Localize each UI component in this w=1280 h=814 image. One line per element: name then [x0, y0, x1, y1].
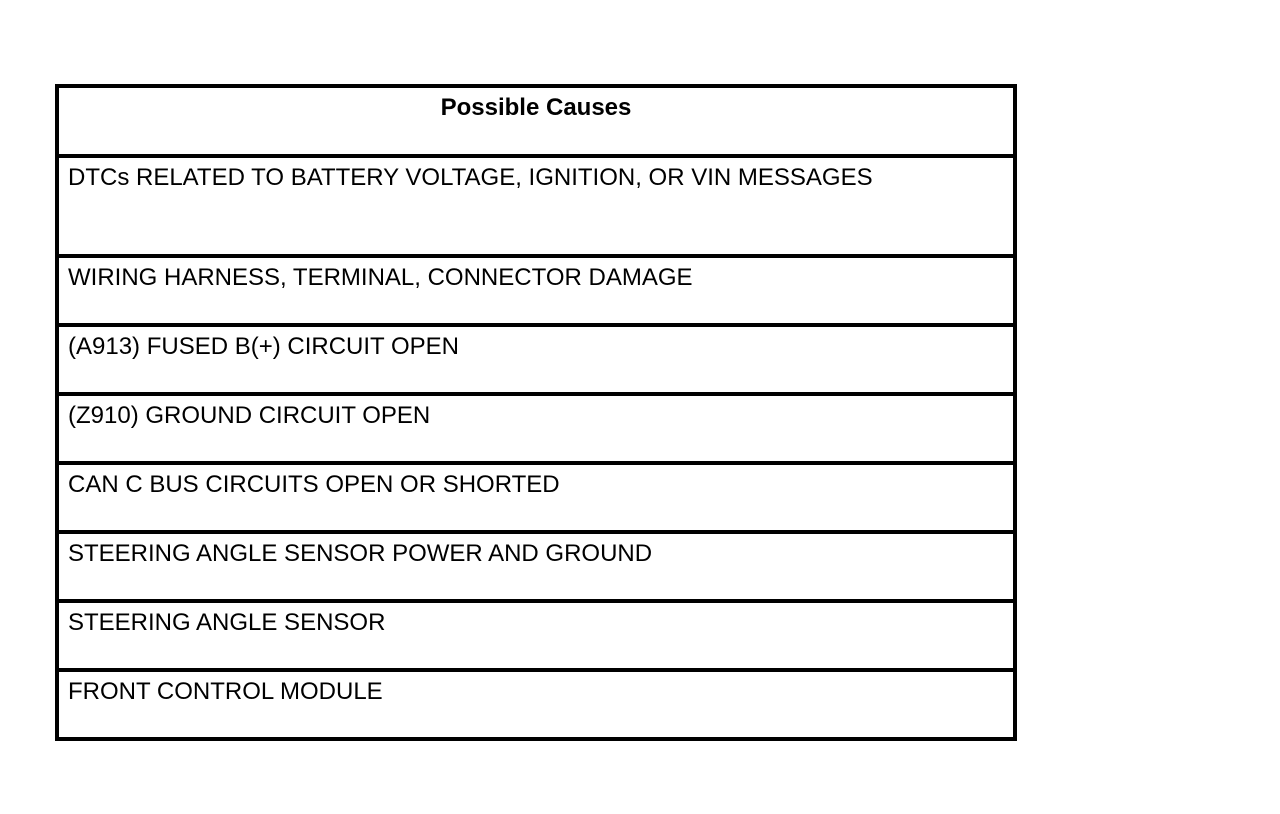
possible-causes-table [55, 84, 1017, 741]
row-divider [59, 254, 1013, 258]
row-divider [59, 461, 1013, 465]
table-row: (Z910) GROUND CIRCUIT OPEN [68, 402, 431, 429]
table-row: CAN C BUS CIRCUITS OPEN OR SHORTED [68, 471, 560, 498]
table-row: WIRING HARNESS, TERMINAL, CONNECTOR DAMAGE [68, 264, 693, 291]
row-divider [59, 599, 1013, 603]
row-divider [59, 392, 1013, 396]
table-row: FRONT CONTROL MODULE [68, 678, 383, 705]
table-header: Possible Causes [440, 94, 632, 121]
table-row: STEERING ANGLE SENSOR [68, 609, 386, 636]
table-row: (A913) FUSED B(+) CIRCUIT OPEN [68, 333, 459, 360]
row-divider [59, 154, 1013, 158]
row-divider [59, 323, 1013, 327]
table-row: STEERING ANGLE SENSOR POWER AND GROUND [68, 540, 653, 567]
row-divider [59, 668, 1013, 672]
table-row: DTCs RELATED TO BATTERY VOLTAGE, IGNITION, OR VIN MESSAGES [68, 164, 873, 191]
row-divider [59, 530, 1013, 534]
